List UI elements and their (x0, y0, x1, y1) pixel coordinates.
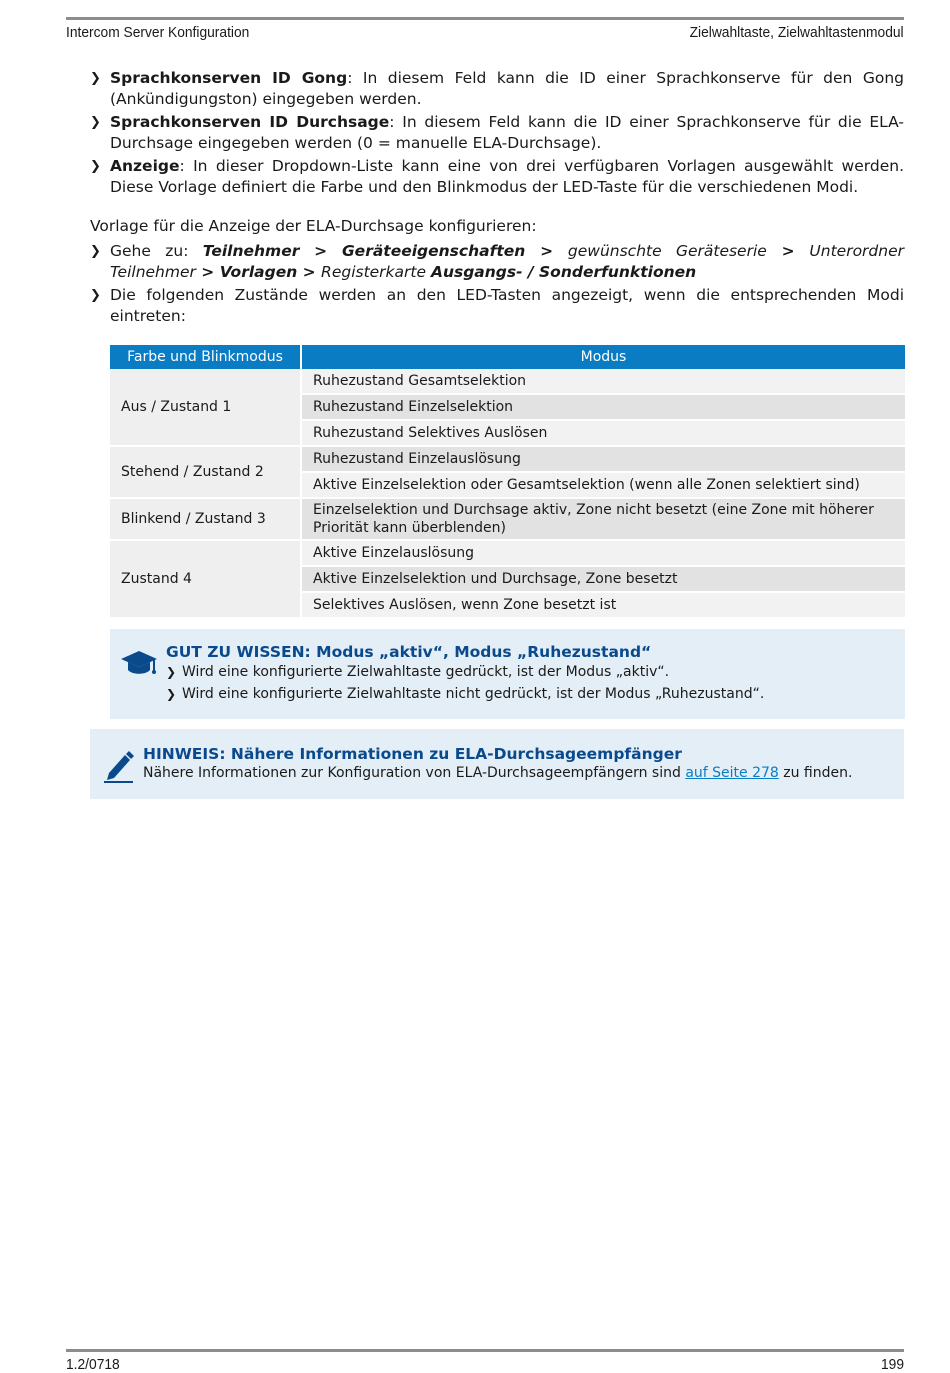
path-segment: > (766, 242, 810, 260)
mode-cell: Ruhezustand Selektives Auslösen (302, 421, 905, 447)
bullet-anzeige (90, 156, 904, 198)
chevron-right-icon: ❯ (90, 71, 101, 86)
path-segment: Ausgangs- / Sonderfunktionen (430, 263, 697, 281)
state-label: Blinkend / Zustand 3 (110, 499, 302, 541)
graduation-cap-icon (120, 649, 158, 681)
path-segment: > (195, 263, 220, 281)
chevron-right-icon: ❯ (90, 288, 101, 303)
mode-cell: Ruhezustand Einzelauslösung (302, 447, 905, 473)
table-row (110, 369, 905, 395)
bullet-durchsage (90, 112, 904, 154)
path-segment: > (525, 242, 568, 260)
tip-item-text: Wird eine konfigurierte Zielwahltaste nicht gedrückt, ist der Modus „Ruhezustand“. (182, 686, 765, 702)
goto-prefix: Gehe zu: (110, 242, 203, 260)
header-left: Intercom Server Konfiguration (66, 24, 250, 41)
path-segment: Vorlagen (219, 263, 298, 281)
mode-cell: Aktive Einzelauslösung (302, 541, 905, 567)
page-number: 199 (880, 1356, 904, 1373)
path-segment: Geräteeigenschaften (341, 242, 526, 260)
state-label: Zustand 4 (110, 541, 302, 619)
mode-cell: Aktive Einzelselektion und Durchsage, Zone besetzt (302, 567, 905, 593)
header-rule (66, 17, 904, 20)
path-segment: Teilnehmer (202, 242, 300, 260)
tip-title: GUT ZU WISSEN: Modus „aktiv“, Modus „Ruhezustand“ (166, 643, 652, 661)
column-header: Farbe und Blinkmodus (110, 345, 302, 369)
step-text: Die folgenden Zustände werden an den LED-Tasten angezeigt, wenn die entsprechenden Modi eintreten: (110, 286, 904, 325)
step-goto (90, 241, 904, 283)
intro-paragraph: Vorlage für die Anzeige der ELA-Durchsage konfigurieren: (90, 217, 537, 235)
state-label: Stehend / Zustand 2 (110, 447, 302, 499)
chevron-right-icon: ❯ (90, 115, 101, 130)
footer-rule (66, 1349, 904, 1352)
bullet-text: : In diesem Feld kann die ID einer Sprachkonserve für den Gong (Ankündigungston) eingegeben werden. (110, 69, 904, 108)
chevron-right-icon: ❯ (90, 159, 101, 174)
path-segment: > (297, 263, 322, 281)
note-box (90, 729, 904, 799)
tip-item (166, 661, 905, 683)
table-row (110, 499, 905, 541)
page-link[interactable]: auf Seite 278 (685, 765, 779, 781)
state-label: Aus / Zustand 1 (110, 369, 302, 447)
path-segment: Unterordner Teilnehmer (110, 242, 905, 281)
note-title: HINWEIS: Nähere Informationen zu ELA-Durchsageempfänger (143, 745, 682, 763)
note-text-after: zu finden. (778, 765, 853, 781)
pencil-icon (103, 749, 135, 787)
path-segment: Registerkarte (321, 263, 431, 281)
note-text (143, 763, 904, 783)
navigation-path (110, 242, 904, 281)
chevron-right-icon: ❯ (166, 687, 177, 701)
chevron-right-icon: ❯ (166, 665, 177, 679)
header-right: Zielwahltaste, Zielwahltastenmodul (689, 24, 904, 41)
bullet-term: Anzeige (110, 157, 180, 175)
page-content (90, 68, 904, 799)
path-segment: > (299, 242, 342, 260)
mode-cell: Aktive Einzelselektion oder Gesamtselektion (wenn alle Zonen selektiert sind) (302, 473, 905, 499)
bullet-gong (90, 68, 904, 110)
table-header-row (110, 345, 905, 369)
footer-version: 1.2/0718 (66, 1356, 120, 1373)
note-text-before: Nähere Informationen zur Konfiguration von ELA-Durchsageempfängern sind (143, 765, 686, 781)
table-row (110, 541, 905, 567)
tip-item (166, 683, 905, 705)
good-to-know-box (110, 629, 905, 719)
mode-cell: Einzelselektion und Durchsage aktiv, Zone nicht besetzt (eine Zone mit höherer Priorität kann überblenden) (302, 499, 905, 541)
path-segment: gewünschte Geräteserie (567, 242, 767, 260)
tip-item-text: Wird eine konfigurierte Zielwahltaste gedrückt, ist der Modus „aktiv“. (182, 664, 670, 680)
column-header: Modus (302, 345, 905, 369)
bullet-text: : In diesem Feld kann die ID einer Sprachkonserve für die ELA-Durchsage eingegeben werden (0 = manuelle ELA-Durchsage). (110, 113, 904, 152)
bullet-term: Sprachkonserven ID Durchsage (110, 113, 390, 131)
bullet-text: : In dieser Dropdown-Liste kann eine von drei verfügbaren Vorlagen ausgewählt werden. Diese Vorlage definiert die Farbe und den Blinkmodus der LED-Taste für die verschiedenen Modi. (110, 157, 904, 196)
bullet-term: Sprachkonserven ID Gong (110, 69, 348, 87)
chevron-right-icon: ❯ (90, 244, 101, 259)
led-state-table (110, 345, 905, 619)
mode-cell: Ruhezustand Gesamtselektion (302, 369, 905, 395)
mode-cell: Selektives Auslösen, wenn Zone besetzt ist (302, 593, 905, 619)
mode-cell: Ruhezustand Einzelselektion (302, 395, 905, 421)
step-states (90, 285, 904, 327)
table-row (110, 447, 905, 473)
